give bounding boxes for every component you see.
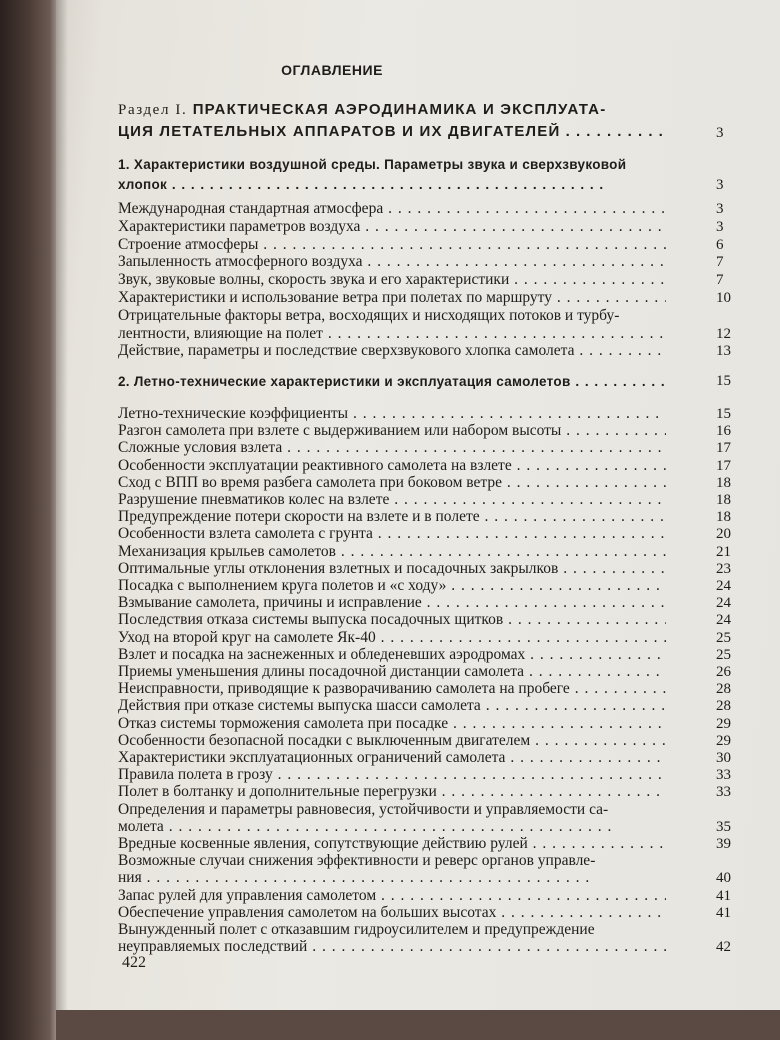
toc-entry-page: 3 — [716, 218, 724, 235]
toc-entry — [118, 663, 666, 681]
part-heading-line2 — [118, 123, 666, 141]
toc-entry-page: 29 — [716, 732, 731, 749]
toc-entry-page: 29 — [716, 715, 731, 732]
toc-entry-text: Летно-технические коэффициенты . . . — [118, 405, 666, 422]
toc-entry — [118, 474, 666, 492]
toc-entry-text: неуправляемых последствий . . . — [118, 938, 666, 955]
toc-entry — [118, 887, 666, 905]
toc-entry-page: 12 — [716, 325, 731, 342]
toc-entry-text: Вынужденный полет с отказавшим гидроусилителем и предупреждение — [118, 921, 595, 938]
toc-entry-text: Международная стандартная атмосфера . . . — [118, 200, 666, 217]
toc-entry — [118, 342, 666, 360]
toc-entry — [118, 852, 666, 870]
toc-entry-page: 24 — [716, 578, 731, 594]
toc-entry-page: 21 — [716, 543, 731, 560]
toc-entry — [118, 783, 666, 801]
toc-entry — [118, 271, 666, 289]
toc-entry — [118, 646, 666, 664]
toc-entry-page: 20 — [716, 526, 731, 543]
toc-entry — [118, 325, 666, 343]
toc-entry-page: 17 — [716, 457, 731, 474]
toc-entry-text: Предупреждение потери скорости на взлете и в полете . . . — [118, 508, 666, 525]
toc-entry-page: 6 — [716, 236, 724, 253]
toc-entry-text: Обеспечение управления самолетом на больших высотах . . . — [118, 904, 666, 921]
toc-entry — [118, 289, 666, 307]
toc-entry-text: Определения и параметры равновесия, устойчивости и управляемости са- — [118, 800, 609, 818]
toc-entry — [118, 525, 666, 543]
section2-heading: 2. Летно-технические характеристики и эксплуатация самолетов . . . — [118, 373, 666, 391]
toc-entry-page: 25 — [716, 646, 731, 663]
toc-entry — [118, 457, 666, 475]
section2-page-number: 15 — [716, 373, 731, 389]
toc-entry-text: ния . . . — [118, 869, 590, 886]
toc-entry — [118, 253, 666, 271]
toc-entry-page: 13 — [716, 343, 731, 360]
toc-entry-page: 25 — [716, 629, 731, 646]
toc-entry-text: Особенности взлета самолета с грунта . . . — [118, 525, 666, 542]
toc-entry — [118, 439, 666, 457]
toc-entry-page: 33 — [716, 784, 731, 801]
toc-entry-text: Вредные косвенные явления, сопутствующие действию рулей . . . — [118, 835, 666, 852]
toc-entry-page: 17 — [716, 440, 731, 457]
toc-entry-page: 40 — [716, 870, 731, 887]
toc-entry-text: Действия при отказе системы выпуска шасси самолета . . . — [118, 697, 666, 714]
toc-entry — [118, 236, 666, 254]
toc-entry — [118, 869, 666, 887]
toc-entry — [118, 629, 666, 647]
page-folio: 422 — [122, 954, 146, 971]
toc-entry — [118, 543, 666, 561]
page-bottom-edge — [56, 1010, 780, 1040]
toc-entry — [118, 818, 666, 836]
toc-entry-page: 35 — [716, 818, 731, 835]
toc-entry-text: Полет в болтанку и дополнительные перегрузки . . . — [118, 783, 666, 800]
toc-entry-text: Характеристики эксплуатационных ограничений самолета . . . — [118, 749, 666, 766]
toc-entry-page: 33 — [716, 767, 731, 784]
toc-entry-page: 30 — [716, 750, 731, 766]
toc-entry-text: Разгон самолета при взлете с выдерживанием или набором высоты . . . — [118, 422, 666, 439]
toc-entry-text: Механизация крыльев самолетов . . . — [118, 543, 666, 560]
toc-entry — [118, 594, 666, 612]
toc-entry-page: 24 — [716, 595, 731, 612]
toc-entry-page: 24 — [716, 612, 731, 629]
toc-entry-text: Звук, звуковые волны, скорость звука и его характеристики . . . — [118, 271, 666, 288]
toc-entry-text: Приемы уменьшения длины посадочной дистанции самолета . . . — [118, 663, 666, 680]
toc-entry-text: Отказ системы торможения самолета при посадке . . . — [118, 715, 666, 732]
section1-heading-line1: 1. Характеристики воздушной среды. Параметры звука и сверхзвуковой — [118, 157, 627, 172]
toc-title: ОГЛАВЛЕНИЕ — [281, 62, 383, 78]
section1-heading-line2: хлопок . . . — [118, 176, 666, 194]
toc-entry-text: Сложные условия взлета . . . — [118, 439, 666, 456]
toc-entry-page: 26 — [716, 664, 731, 680]
toc-entry-text: Посадка с выполнением круга полетов и «с ходу» . . . — [118, 577, 666, 594]
toc-entry-text: лентности, влияющие на полет . . . — [118, 325, 666, 342]
part-title-line1: ПРАКТИЧЕСКАЯ АЭРОДИНАМИКА И ЭКСПЛУАТА- — [192, 101, 607, 118]
toc-entry — [118, 577, 666, 595]
toc-entry-text: Взмывание самолета, причины и исправление . . . — [118, 594, 666, 611]
toc-entry-text: Уход на второй круг на самолете Як-40 . . . — [118, 629, 666, 646]
part-page-number: 3 — [716, 125, 724, 141]
toc-entry-page: 23 — [716, 560, 731, 577]
toc-entry — [118, 938, 666, 956]
toc-entry-page: 39 — [716, 836, 731, 852]
book-spine — [0, 0, 62, 1040]
toc-entry-text: молета . . . — [118, 818, 612, 835]
toc-entry — [118, 749, 666, 767]
toc-entry-page: 7 — [716, 254, 724, 271]
toc-entry-text: Правила полета в грозу . . . — [118, 766, 666, 783]
toc-entry-text: Особенности безопасной посадки с выключенным двигателем . . . — [118, 732, 666, 749]
toc-entry-page: 41 — [716, 887, 731, 904]
toc-entry-text: Действие, параметры и последствие сверхзвукового хлопка самолета . . . — [118, 342, 666, 359]
toc-entry-page: 7 — [716, 272, 724, 289]
toc-entry-text: Отрицательные факторы ветра, восходящих и нисходящих потоков и турбу- — [118, 306, 620, 324]
toc-entry-text: Разрушение пневматиков колес на взлете . . . — [118, 491, 666, 508]
toc-entry — [118, 422, 666, 440]
toc-entry-page: 28 — [716, 681, 731, 698]
toc-entry-text: Оптимальные углы отклонения взлетных и посадочных закрылков . . . — [118, 560, 666, 577]
part-title-line2: ЦИЯ ЛЕТАТЕЛЬНЫХ АППАРАТОВ И ИХ ДВИГАТЕЛЕЙ . . . — [118, 123, 666, 140]
section1-page-number: 3 — [716, 177, 724, 193]
toc-entry-text: Запыленность атмосферного воздуха . . . — [118, 253, 666, 270]
toc-entry — [118, 218, 666, 236]
toc-entry-text: Запас рулей для управления самолетом . . . — [118, 887, 666, 904]
toc-entry — [118, 697, 666, 715]
toc-entry-page: 28 — [716, 698, 731, 715]
toc-entry — [118, 766, 666, 784]
toc-entry — [118, 200, 666, 218]
toc-entry — [118, 491, 666, 509]
toc-entry-text: Характеристики параметров воздуха . . . — [118, 218, 666, 235]
toc-entry-page: 10 — [716, 290, 731, 306]
toc-entry — [118, 801, 666, 819]
toc-entry — [118, 405, 666, 423]
toc-entry — [118, 904, 666, 922]
page-gutter-shadow — [56, 0, 68, 1010]
toc-entry-text: Последствия отказа системы выпуска посадочных щитков . . . — [118, 611, 666, 628]
toc-entry — [118, 715, 666, 733]
part-heading-line1 — [118, 101, 666, 119]
toc-entry-text: Возможные случаи снижения эффективности и реверс органов управле- — [118, 852, 596, 870]
toc-entry — [118, 680, 666, 698]
toc-entry-page: 3 — [716, 201, 724, 217]
toc-entry-page: 42 — [716, 939, 731, 956]
toc-entry — [118, 307, 666, 325]
toc-entry-page: 18 — [716, 492, 731, 508]
toc-entry-text: Неисправности, приводящие к разворачиванию самолета на пробеге . . . — [118, 680, 666, 697]
part-label: Раздел I. — [118, 102, 188, 118]
toc-entry — [118, 560, 666, 578]
toc-entry-text: Строение атмосферы . . . — [118, 236, 666, 253]
toc-entry — [118, 611, 666, 629]
toc-entry — [118, 835, 666, 853]
toc-entry-text: Взлет и посадка на заснеженных и обледеневших аэродромах . . . — [118, 646, 666, 663]
toc-entry-page: 41 — [716, 904, 731, 921]
toc-entry-text: Особенности эксплуатации реактивного самолета на взлете . . . — [118, 457, 666, 474]
toc-entry-text: Сход с ВПП во время разбега самолета при боковом ветре . . . — [118, 474, 666, 491]
toc-entry-page: 16 — [716, 423, 731, 440]
toc-entry-page: 15 — [716, 406, 731, 422]
toc-entry-page: 18 — [716, 509, 731, 526]
toc-entry — [118, 921, 666, 939]
toc-entry-page: 18 — [716, 474, 731, 491]
toc-entry — [118, 508, 666, 526]
toc-entry — [118, 732, 666, 750]
toc-entry-text: Характеристики и использование ветра при полетах по маршруту . . . — [118, 289, 666, 306]
